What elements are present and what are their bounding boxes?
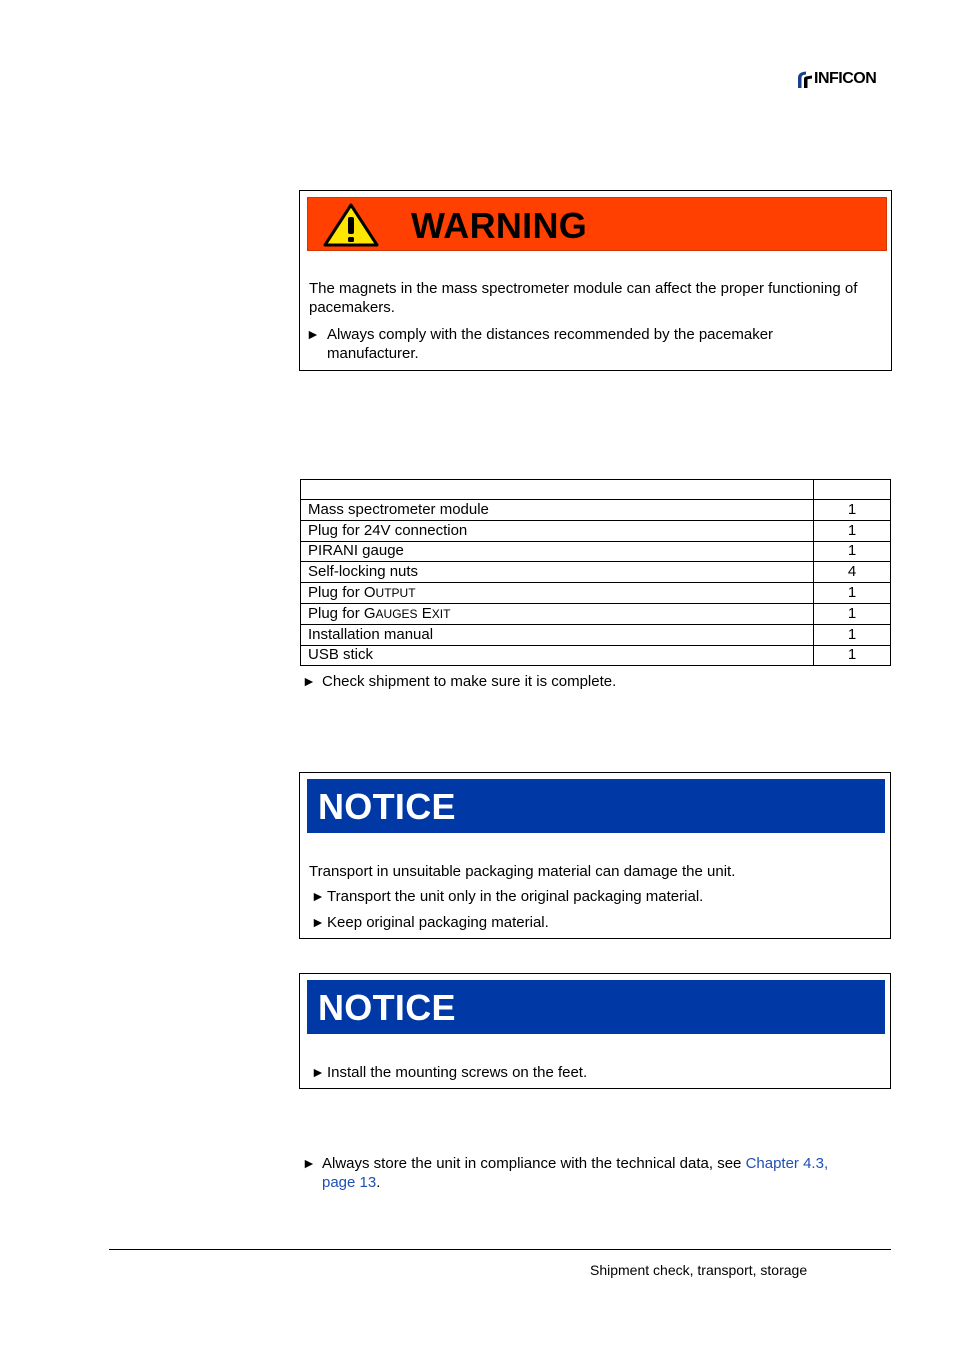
table-cell-qty: 1 (814, 624, 891, 645)
warning-action-line1: Always comply with the distances recommended by the pacemaker (327, 326, 774, 343)
triangle-bullet-icon: ► (311, 1064, 325, 1080)
warning-triangle-icon (322, 202, 380, 248)
notice-title: NOTICE (318, 987, 456, 1028)
triangle-bullet-icon: ► (311, 888, 325, 904)
footer-rule (109, 1249, 891, 1250)
table-row (301, 645, 891, 666)
table-header-item (301, 480, 814, 500)
table-row (301, 583, 891, 604)
triangle-bullet-icon: ► (302, 1155, 316, 1171)
check-shipment-text: Check shipment to make sure it is complete. (322, 673, 617, 690)
storage-text-end: . (376, 1174, 381, 1191)
warning-banner (307, 197, 887, 251)
footer-text: Shipment check, transport, storage (590, 1262, 808, 1278)
page-link[interactable]: page 13 (322, 1174, 377, 1191)
table-cell-item: USB stick (301, 645, 814, 666)
table-cell-qty: 1 (814, 583, 891, 604)
item-text: Plug for G (308, 604, 376, 622)
table-row (301, 500, 891, 521)
notice-action (311, 1063, 587, 1082)
notice-action-text: Install the mounting screws on the feet. (327, 1064, 588, 1081)
chapter-link[interactable]: Chapter 4.3, (745, 1155, 829, 1172)
storage-instruction (302, 1154, 828, 1192)
item-text-mid: E (417, 604, 432, 622)
table-cell-item: Installation manual (301, 624, 814, 645)
item-smallcaps: UTPUT (375, 586, 416, 601)
notice-title: NOTICE (318, 786, 456, 827)
storage-text: Always store the unit in compliance with the technical data, see (322, 1155, 746, 1172)
triangle-bullet-icon: ► (306, 326, 320, 342)
table-cell-item: Plug for 24V connection (301, 520, 814, 541)
warning-box (299, 190, 892, 371)
table-row (301, 562, 891, 583)
warning-action-line2: manufacturer. (327, 345, 419, 362)
inficon-logo-icon (795, 69, 813, 89)
table-row (301, 603, 891, 624)
notice-box-transport (299, 772, 891, 939)
table-cell-qty: 1 (814, 541, 891, 562)
triangle-bullet-icon: ► (302, 673, 316, 689)
warning-action (306, 325, 773, 363)
notice-action (311, 913, 549, 932)
table-cell-qty: 1 (814, 645, 891, 666)
table-row (301, 520, 891, 541)
notice-action-text: Transport the unit only in the original packaging material. (327, 888, 704, 905)
check-shipment-instruction (302, 672, 616, 691)
warning-title: WARNING (411, 205, 588, 246)
table-cell-qty: 1 (814, 500, 891, 521)
table-cell-item: PIRANI gauge (301, 541, 814, 562)
table-cell-qty: 4 (814, 562, 891, 583)
item-smallcaps-2: XIT (431, 606, 451, 621)
notice-text: Transport in unsuitable packaging material can damage the unit. (309, 863, 736, 880)
table-cell-qty: 1 (814, 520, 891, 541)
notice-action (311, 887, 703, 906)
notice-action-text: Keep original packaging material. (327, 914, 549, 931)
table-row (301, 624, 891, 645)
table-row (301, 541, 891, 562)
triangle-bullet-icon: ► (311, 914, 325, 930)
table-cell-item: Mass spectrometer module (301, 500, 814, 521)
logo-text: INFICON (814, 70, 877, 87)
table-cell-item (301, 603, 814, 624)
table-cell-qty: 1 (814, 603, 891, 624)
warning-text: The magnets in the mass spectrometer module can affect the proper functioning of pacemakers. (309, 280, 858, 316)
notice-box-mounting (299, 973, 891, 1089)
notice-banner (307, 980, 885, 1034)
notice-banner (307, 779, 885, 833)
inficon-logo (795, 68, 876, 90)
table-header-row (301, 480, 891, 500)
table-cell-item (301, 583, 814, 604)
item-text: Plug for O (308, 584, 376, 602)
shipment-table (300, 479, 891, 666)
item-smallcaps: AUGES (375, 606, 418, 621)
table-cell-item: Self-locking nuts (301, 562, 814, 583)
table-header-qty (814, 480, 891, 500)
